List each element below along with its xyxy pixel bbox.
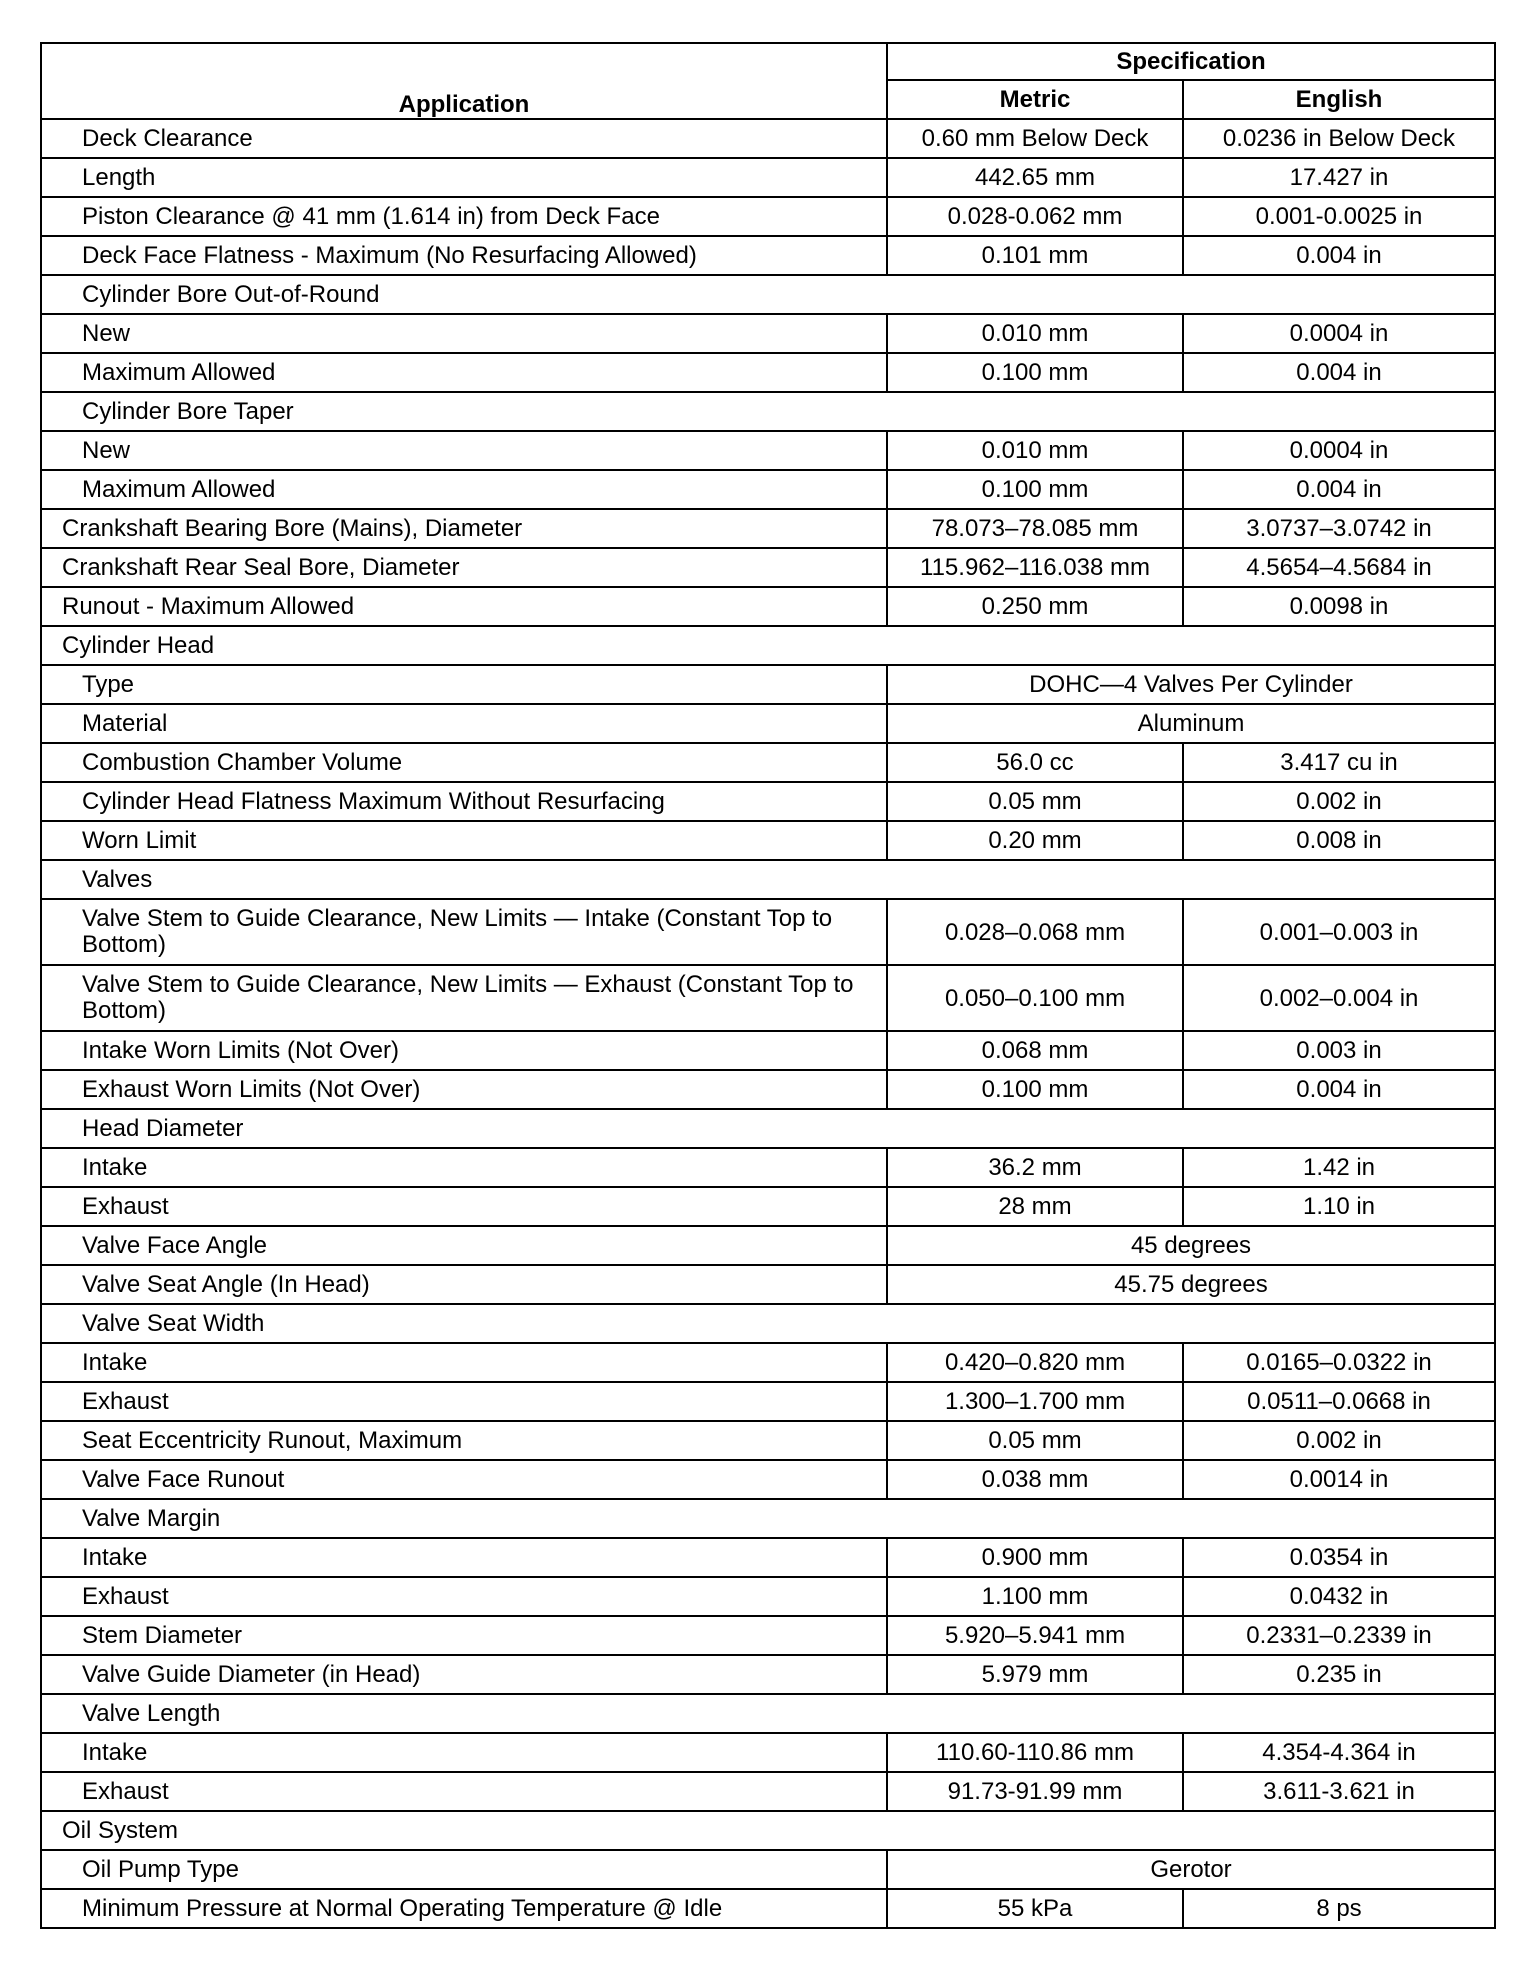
table-row: [41, 1811, 1495, 1850]
header-metric: Metric: [887, 80, 1183, 119]
application-cell: Valve Length: [41, 1694, 1495, 1733]
table-row: [41, 1070, 1495, 1109]
table-row: [41, 158, 1495, 197]
metric-value-cell: 110.60-110.86 mm: [887, 1733, 1183, 1772]
table-row: [41, 965, 1495, 1031]
table-row: [41, 1148, 1495, 1187]
metric-value-cell: 0.010 mm: [887, 314, 1183, 353]
application-cell: Valve Face Angle: [41, 1226, 887, 1265]
english-value-cell: 0.001–0.003 in: [1183, 899, 1495, 965]
table-row: [41, 1772, 1495, 1811]
application-cell: Length: [41, 158, 887, 197]
table-row: [41, 1187, 1495, 1226]
english-value-cell: 17.427 in: [1183, 158, 1495, 197]
application-cell: Intake: [41, 1733, 887, 1772]
application-cell: Type: [41, 665, 887, 704]
application-cell: Oil System: [41, 1811, 1495, 1850]
metric-value-cell: 0.068 mm: [887, 1031, 1183, 1070]
application-cell: Head Diameter: [41, 1109, 1495, 1148]
application-cell: Valve Seat Width: [41, 1304, 1495, 1343]
table-row: [41, 626, 1495, 665]
table-row: [41, 1382, 1495, 1421]
english-value-cell: 0.004 in: [1183, 1070, 1495, 1109]
english-value-cell: 0.004 in: [1183, 470, 1495, 509]
application-cell: Exhaust: [41, 1772, 887, 1811]
table-row: [41, 1616, 1495, 1655]
application-cell: Exhaust Worn Limits (Not Over): [41, 1070, 887, 1109]
english-value-cell: 1.10 in: [1183, 1187, 1495, 1226]
application-cell: Intake: [41, 1538, 887, 1577]
application-cell: Exhaust: [41, 1577, 887, 1616]
table-row: [41, 1889, 1495, 1928]
metric-value-cell: 0.05 mm: [887, 1421, 1183, 1460]
table-row: [41, 587, 1495, 626]
metric-value-cell: 0.100 mm: [887, 353, 1183, 392]
application-cell: Cylinder Head Flatness Maximum Without Resurfacing: [41, 782, 887, 821]
metric-value-cell: 0.010 mm: [887, 431, 1183, 470]
english-value-cell: 0.004 in: [1183, 353, 1495, 392]
table-row: [41, 1850, 1495, 1889]
table-row: [41, 1304, 1495, 1343]
application-cell: Valves: [41, 860, 1495, 899]
metric-value-cell: 1.300–1.700 mm: [887, 1382, 1183, 1421]
table-row: [41, 392, 1495, 431]
table-row: [41, 1655, 1495, 1694]
table-row: [41, 821, 1495, 860]
english-value-cell: 3.611-3.621 in: [1183, 1772, 1495, 1811]
merged-value-cell: 45.75 degrees: [887, 1265, 1495, 1304]
english-value-cell: 4.354-4.364 in: [1183, 1733, 1495, 1772]
table-row: [41, 860, 1495, 899]
english-value-cell: 1.42 in: [1183, 1148, 1495, 1187]
english-value-cell: 0.0004 in: [1183, 314, 1495, 353]
metric-value-cell: 0.101 mm: [887, 236, 1183, 275]
application-cell: Maximum Allowed: [41, 470, 887, 509]
table-row: [41, 782, 1495, 821]
english-value-cell: 0.0511–0.0668 in: [1183, 1382, 1495, 1421]
table-row: [41, 1226, 1495, 1265]
application-cell: Maximum Allowed: [41, 353, 887, 392]
application-cell: Cylinder Bore Taper: [41, 392, 1495, 431]
metric-value-cell: 0.60 mm Below Deck: [887, 119, 1183, 158]
table-row: [41, 665, 1495, 704]
metric-value-cell: 5.920–5.941 mm: [887, 1616, 1183, 1655]
metric-value-cell: 115.962–116.038 mm: [887, 548, 1183, 587]
metric-value-cell: 36.2 mm: [887, 1148, 1183, 1187]
application-cell: Valve Margin: [41, 1499, 1495, 1538]
english-value-cell: 3.417 cu in: [1183, 743, 1495, 782]
application-cell: Piston Clearance @ 41 mm (1.614 in) from Deck Face: [41, 197, 887, 236]
application-cell: Seat Eccentricity Runout, Maximum: [41, 1421, 887, 1460]
table-row: [41, 509, 1495, 548]
metric-value-cell: 0.028–0.068 mm: [887, 899, 1183, 965]
application-cell: Valve Guide Diameter (in Head): [41, 1655, 887, 1694]
english-value-cell: 0.0014 in: [1183, 1460, 1495, 1499]
metric-value-cell: 0.420–0.820 mm: [887, 1343, 1183, 1382]
application-cell: Intake Worn Limits (Not Over): [41, 1031, 887, 1070]
merged-value-cell: DOHC—4 Valves Per Cylinder: [887, 665, 1495, 704]
application-cell: Valve Face Runout: [41, 1460, 887, 1499]
application-cell: Runout - Maximum Allowed: [41, 587, 887, 626]
application-cell: Material: [41, 704, 887, 743]
table-row: [41, 1421, 1495, 1460]
table-row: [41, 275, 1495, 314]
application-cell: Crankshaft Rear Seal Bore, Diameter: [41, 548, 887, 587]
specification-table: [40, 42, 1496, 1929]
table-row: [41, 899, 1495, 965]
table-row: [41, 1031, 1495, 1070]
metric-value-cell: 28 mm: [887, 1187, 1183, 1226]
header-application: Application: [41, 43, 887, 119]
application-cell: New: [41, 314, 887, 353]
table-row: [41, 353, 1495, 392]
table-body: [41, 119, 1495, 1928]
table-row: [41, 1343, 1495, 1382]
header-specification: Specification: [887, 43, 1495, 80]
application-cell: Minimum Pressure at Normal Operating Temperature @ Idle: [41, 1889, 887, 1928]
english-value-cell: 0.004 in: [1183, 236, 1495, 275]
application-cell: Combustion Chamber Volume: [41, 743, 887, 782]
english-value-cell: 0.0236 in Below Deck: [1183, 119, 1495, 158]
metric-value-cell: 0.20 mm: [887, 821, 1183, 860]
english-value-cell: 0.0165–0.0322 in: [1183, 1343, 1495, 1382]
table-row: [41, 704, 1495, 743]
application-cell: Intake: [41, 1148, 887, 1187]
application-cell: Cylinder Head: [41, 626, 1495, 665]
application-cell: Valve Seat Angle (In Head): [41, 1265, 887, 1304]
metric-value-cell: 0.100 mm: [887, 1070, 1183, 1109]
english-value-cell: 0.0432 in: [1183, 1577, 1495, 1616]
table-row: [41, 470, 1495, 509]
application-cell: Oil Pump Type: [41, 1850, 887, 1889]
application-cell: Exhaust: [41, 1382, 887, 1421]
table-row: [41, 1460, 1495, 1499]
english-value-cell: 0.2331–0.2339 in: [1183, 1616, 1495, 1655]
metric-value-cell: 0.050–0.100 mm: [887, 965, 1183, 1031]
english-value-cell: 0.235 in: [1183, 1655, 1495, 1694]
table-row: [41, 1499, 1495, 1538]
english-value-cell: 0.002–0.004 in: [1183, 965, 1495, 1031]
english-value-cell: 0.002 in: [1183, 1421, 1495, 1460]
application-cell: New: [41, 431, 887, 470]
application-cell: Cylinder Bore Out-of-Round: [41, 275, 1495, 314]
english-value-cell: 4.5654–4.5684 in: [1183, 548, 1495, 587]
table-row: [41, 743, 1495, 782]
table-row: [41, 119, 1495, 158]
english-value-cell: 0.008 in: [1183, 821, 1495, 860]
application-cell: Deck Face Flatness - Maximum (No Resurfacing Allowed): [41, 236, 887, 275]
metric-value-cell: 0.100 mm: [887, 470, 1183, 509]
table-row: [41, 1733, 1495, 1772]
application-cell: Valve Stem to Guide Clearance, New Limits — Exhaust (Constant Top to Bottom): [41, 965, 887, 1031]
english-value-cell: 0.0004 in: [1183, 431, 1495, 470]
merged-value-cell: 45 degrees: [887, 1226, 1495, 1265]
metric-value-cell: 0.250 mm: [887, 587, 1183, 626]
application-cell: Exhaust: [41, 1187, 887, 1226]
table-row: [41, 314, 1495, 353]
metric-value-cell: 1.100 mm: [887, 1577, 1183, 1616]
metric-value-cell: 78.073–78.085 mm: [887, 509, 1183, 548]
table-row: [41, 1538, 1495, 1577]
application-cell: Crankshaft Bearing Bore (Mains), Diameter: [41, 509, 887, 548]
metric-value-cell: 442.65 mm: [887, 158, 1183, 197]
application-cell: Stem Diameter: [41, 1616, 887, 1655]
english-value-cell: 3.0737–3.0742 in: [1183, 509, 1495, 548]
metric-value-cell: 56.0 cc: [887, 743, 1183, 782]
application-cell: Valve Stem to Guide Clearance, New Limits — Intake (Constant Top to Bottom): [41, 899, 887, 965]
metric-value-cell: 55 kPa: [887, 1889, 1183, 1928]
header-english: English: [1183, 80, 1495, 119]
english-value-cell: 0.0098 in: [1183, 587, 1495, 626]
table-row: [41, 1265, 1495, 1304]
application-cell: Intake: [41, 1343, 887, 1382]
metric-value-cell: 91.73-91.99 mm: [887, 1772, 1183, 1811]
metric-value-cell: 0.05 mm: [887, 782, 1183, 821]
table-row: [41, 431, 1495, 470]
table-row: [41, 197, 1495, 236]
metric-value-cell: 0.900 mm: [887, 1538, 1183, 1577]
application-cell: Deck Clearance: [41, 119, 887, 158]
merged-value-cell: Gerotor: [887, 1850, 1495, 1889]
merged-value-cell: Aluminum: [887, 704, 1495, 743]
table-row: [41, 236, 1495, 275]
metric-value-cell: 5.979 mm: [887, 1655, 1183, 1694]
english-value-cell: 0.003 in: [1183, 1031, 1495, 1070]
english-value-cell: 8 ps: [1183, 1889, 1495, 1928]
english-value-cell: 0.0354 in: [1183, 1538, 1495, 1577]
metric-value-cell: 0.028-0.062 mm: [887, 197, 1183, 236]
english-value-cell: 0.001-0.0025 in: [1183, 197, 1495, 236]
english-value-cell: 0.002 in: [1183, 782, 1495, 821]
table-row: [41, 1577, 1495, 1616]
table-row: [41, 1109, 1495, 1148]
application-cell: Worn Limit: [41, 821, 887, 860]
table-row: [41, 1694, 1495, 1733]
table-row: [41, 548, 1495, 587]
metric-value-cell: 0.038 mm: [887, 1460, 1183, 1499]
